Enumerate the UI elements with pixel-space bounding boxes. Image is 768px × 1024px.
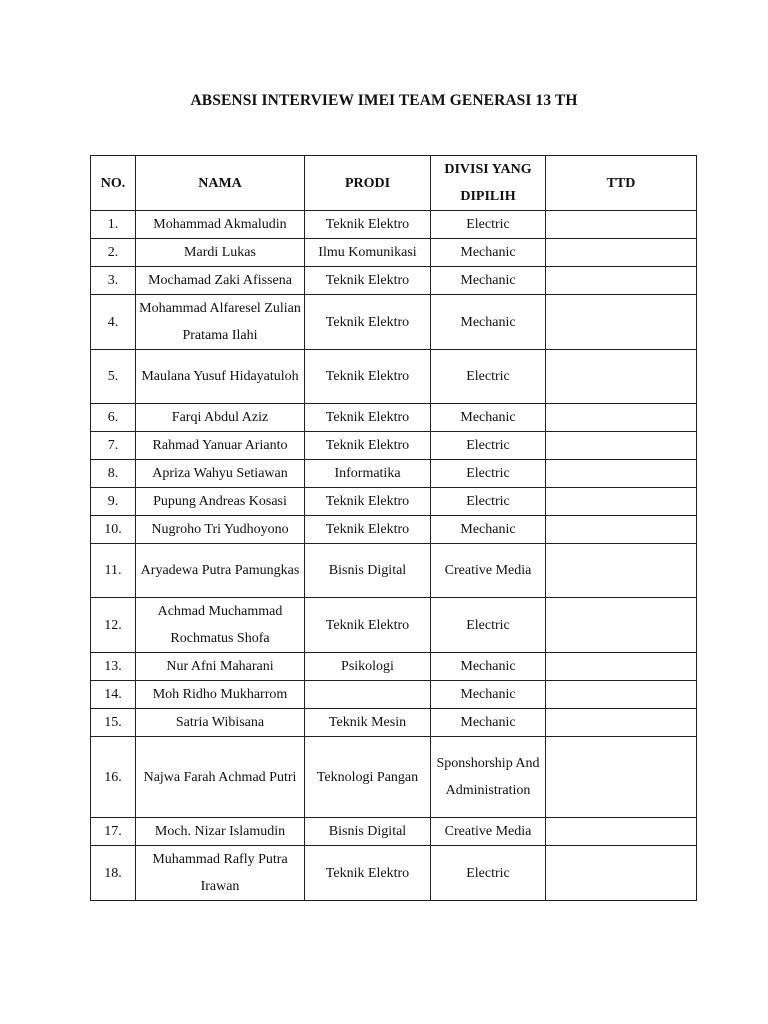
table-row [91, 846, 697, 901]
table-row [91, 460, 697, 488]
cell-prodi: Teknik Elektro [305, 846, 431, 901]
cell-nama: Apriza Wahyu Setiawan [136, 460, 305, 488]
table-row [91, 681, 697, 709]
cell-divisi: Creative Media [431, 818, 546, 846]
table-row [91, 598, 697, 653]
cell-prodi: Bisnis Digital [305, 544, 431, 598]
header-prodi: PRODI [305, 156, 431, 211]
cell-ttd [546, 404, 697, 432]
cell-divisi: Electric [431, 598, 546, 653]
cell-no: 16. [91, 737, 136, 818]
cell-nama: Farqi Abdul Aziz [136, 404, 305, 432]
cell-no: 17. [91, 818, 136, 846]
cell-no: 2. [91, 239, 136, 267]
cell-nama: Satria Wibisana [136, 709, 305, 737]
cell-divisi: Electric [431, 846, 546, 901]
table-row [91, 211, 697, 239]
cell-divisi: Mechanic [431, 709, 546, 737]
cell-nama: Achmad Muchammad Rochmatus Shofa [136, 598, 305, 653]
header-ttd: TTD [546, 156, 697, 211]
cell-divisi: Sponshorship And Administration [431, 737, 546, 818]
cell-ttd [546, 211, 697, 239]
cell-divisi: Mechanic [431, 681, 546, 709]
cell-prodi: Teknologi Pangan [305, 737, 431, 818]
cell-divisi: Electric [431, 350, 546, 404]
cell-nama: Muhammad Rafly Putra Irawan [136, 846, 305, 901]
cell-no: 1. [91, 211, 136, 239]
table-row [91, 516, 697, 544]
cell-divisi: Mechanic [431, 295, 546, 350]
table-row [91, 653, 697, 681]
table-row [91, 709, 697, 737]
cell-divisi: Mechanic [431, 653, 546, 681]
cell-ttd [546, 544, 697, 598]
cell-prodi [305, 681, 431, 709]
table-row [91, 267, 697, 295]
cell-no: 13. [91, 653, 136, 681]
cell-ttd [546, 709, 697, 737]
cell-divisi: Electric [431, 432, 546, 460]
cell-prodi: Teknik Elektro [305, 350, 431, 404]
cell-nama: Mohammad Akmaludin [136, 211, 305, 239]
cell-prodi: Teknik Elektro [305, 516, 431, 544]
cell-nama: Mochamad Zaki Afissena [136, 267, 305, 295]
cell-no: 6. [91, 404, 136, 432]
cell-no: 14. [91, 681, 136, 709]
header-nama: NAMA [136, 156, 305, 211]
cell-prodi: Teknik Elektro [305, 295, 431, 350]
cell-divisi: Mechanic [431, 404, 546, 432]
cell-nama: Aryadewa Putra Pamungkas [136, 544, 305, 598]
cell-no: 9. [91, 488, 136, 516]
cell-ttd [546, 681, 697, 709]
header-divisi-line1: DIVISI YANG [444, 162, 532, 177]
cell-ttd [546, 432, 697, 460]
table-row [91, 295, 697, 350]
cell-prodi: Bisnis Digital [305, 818, 431, 846]
attendance-table [90, 155, 697, 901]
cell-divisi: Mechanic [431, 267, 546, 295]
cell-divisi: Mechanic [431, 516, 546, 544]
cell-ttd [546, 488, 697, 516]
cell-no: 15. [91, 709, 136, 737]
table-row [91, 404, 697, 432]
cell-no: 4. [91, 295, 136, 350]
cell-no: 12. [91, 598, 136, 653]
cell-prodi: Ilmu Komunikasi [305, 239, 431, 267]
cell-no: 5. [91, 350, 136, 404]
cell-nama: Moch. Nizar Islamudin [136, 818, 305, 846]
cell-prodi: Teknik Mesin [305, 709, 431, 737]
cell-no: 18. [91, 846, 136, 901]
cell-prodi: Informatika [305, 460, 431, 488]
cell-ttd [546, 350, 697, 404]
cell-ttd [546, 460, 697, 488]
cell-ttd [546, 239, 697, 267]
cell-prodi: Psikologi [305, 653, 431, 681]
cell-prodi: Teknik Elektro [305, 211, 431, 239]
table-row [91, 432, 697, 460]
cell-divisi: Creative Media [431, 544, 546, 598]
cell-prodi: Teknik Elektro [305, 432, 431, 460]
cell-no: 11. [91, 544, 136, 598]
cell-ttd [546, 598, 697, 653]
cell-nama: Mohammad Alfaresel Zulian Pratama Ilahi [136, 295, 305, 350]
cell-prodi: Teknik Elektro [305, 598, 431, 653]
page-title: ABSENSI INTERVIEW IMEI TEAM GENERASI 13 TH [190, 92, 578, 109]
cell-nama: Nugroho Tri Yudhoyono [136, 516, 305, 544]
cell-nama: Nur Afni Maharani [136, 653, 305, 681]
cell-ttd [546, 737, 697, 818]
table-row [91, 544, 697, 598]
cell-divisi: Electric [431, 211, 546, 239]
cell-ttd [546, 295, 697, 350]
header-divisi [431, 156, 546, 211]
cell-nama: Najwa Farah Achmad Putri [136, 737, 305, 818]
cell-prodi: Teknik Elektro [305, 404, 431, 432]
cell-no: 7. [91, 432, 136, 460]
cell-ttd [546, 653, 697, 681]
table-row [91, 737, 697, 818]
cell-ttd [546, 267, 697, 295]
header-divisi-line2: DIPILIH [460, 189, 516, 204]
table-row [91, 239, 697, 267]
cell-divisi: Electric [431, 488, 546, 516]
cell-divisi: Mechanic [431, 239, 546, 267]
cell-nama: Moh Ridho Mukharrom [136, 681, 305, 709]
table-row [91, 350, 697, 404]
cell-nama: Mardi Lukas [136, 239, 305, 267]
cell-ttd [546, 818, 697, 846]
cell-ttd [546, 846, 697, 901]
table-header-row [91, 156, 697, 211]
cell-prodi: Teknik Elektro [305, 267, 431, 295]
cell-nama: Maulana Yusuf Hidayatuloh [136, 350, 305, 404]
cell-prodi: Teknik Elektro [305, 488, 431, 516]
cell-divisi: Electric [431, 460, 546, 488]
cell-nama: Pupung Andreas Kosasi [136, 488, 305, 516]
cell-no: 8. [91, 460, 136, 488]
header-no: NO. [91, 156, 136, 211]
cell-ttd [546, 516, 697, 544]
cell-nama: Rahmad Yanuar Arianto [136, 432, 305, 460]
table-row [91, 488, 697, 516]
cell-no: 10. [91, 516, 136, 544]
cell-no: 3. [91, 267, 136, 295]
table-row [91, 818, 697, 846]
